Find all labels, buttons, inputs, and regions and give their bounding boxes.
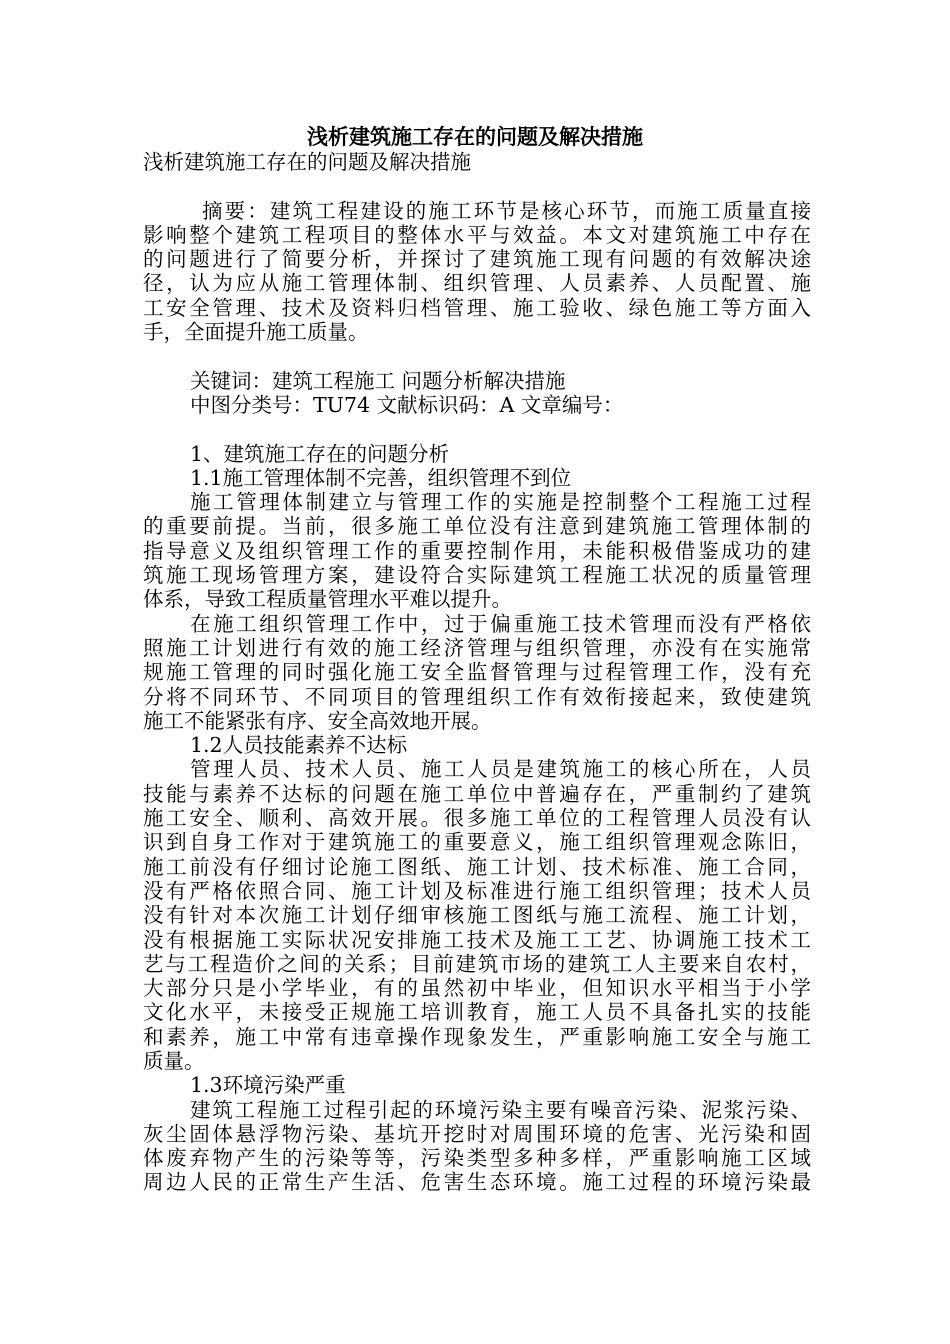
paragraph-line: 筑施工现场管理方案，建设符合实际建筑工程施工状况的质量管理 [143,563,811,588]
paragraph-line: 周边人民的正常生产生活、危害生态环境。施工过程的环境污染最 [143,1170,811,1195]
paragraph-line: 艺与工程造价之间的关系；目前建筑市场的建筑工人主要来自农村， [143,951,811,976]
keywords-line: 关键词：建筑工程施工 问题分析解决措施 [190,368,566,393]
document-body [143,150,811,1195]
paragraph-line: 大部分只是小学毕业，有的虽然初中毕业，但知识水平相当于小学 [143,976,811,1001]
subsection-heading: 1.2人员技能素养不达标 [190,733,408,758]
paragraph-line: 和素养，施工中常有违章操作现象发生，严重影响施工安全与施工 [143,1024,811,1049]
paragraph-line: 灰尘固体悬浮物污染、基坑开挖时对周围环境的危害、光污染和固 [143,1121,811,1146]
paragraph-line: 施工前没有仔细讨论施工图纸、施工计划、技术标准、施工合同， [143,854,811,879]
paragraph-line: 没有针对本次施工计划仔细审核施工图纸与施工流程、施工计划， [143,903,811,928]
paragraph-line: 影响整个建筑工程项目的整体水平与效益。本文对建筑施工中存在 [143,222,811,247]
paragraph-line: 分将不同环节、不同项目的管理组织工作有效衔接起来，致使建筑 [143,684,811,709]
paragraph-line: 径，认为应从施工管理体制、组织管理、人员素养、人员配置、施 [143,271,811,296]
paragraph-line: 的问题进行了简要分析，并探讨了建筑施工现有问题的有效解决途 [143,247,811,272]
document-title: 浅析建筑施工存在的问题及解决措施 [307,124,643,149]
paragraph-line: 在施工组织管理工作中，过于偏重施工技术管理而没有严格依 [190,611,811,636]
paragraph-line: 照施工计划进行有效的施工经济管理与组织管理，亦没有在实施常 [143,635,811,660]
paragraph-line: 没有严格依照合同、施工计划及标准进行施工组织管理；技术人员 [143,878,811,903]
blank-line [143,417,811,441]
abstract-paragraph [143,199,811,345]
section-heading: 1、建筑施工存在的问题分析 [190,441,450,466]
paragraph-line: 施工不能紧张有序、安全高效地开展。 [143,708,492,733]
paragraph-line: 建筑工程施工过程引起的环境污染主要有噪音污染、泥浆污染、 [190,1097,811,1122]
body-paragraph [143,757,811,1073]
document-subtitle: 浅析建筑施工存在的问题及解决措施 [143,150,471,174]
paragraph-line: 体系，导致工程质量管理水平难以提升。 [143,587,512,612]
classification-line: 中图分类号：TU74 文献标识码：A 文章编号： [190,392,624,417]
subsection-heading: 1.3环境污染严重 [190,1073,346,1098]
paragraph-line: 没有根据施工实际状况安排施工技术及施工工艺、协调施工技术工 [143,927,811,952]
paragraph-line: 手，全面提升施工质量。 [143,320,369,345]
body-paragraph [143,1098,811,1195]
paragraph-line: 的重要前提。当前，很多施工单位没有注意到建筑施工管理体制的 [143,514,811,539]
paragraph-line: 管理人员、技术人员、施工人员是建筑施工的核心所在，人员 [190,757,811,782]
paragraph-line: 文化水平，未接受正规施工培训教育，施工人员不具备扎实的技能 [143,1000,811,1025]
paragraph-line: 摘要：建筑工程建设的施工环节是核心环节，而施工质量直接 [202,198,811,223]
paragraph-line: 技能与素养不达标的问题在施工单位中普遍存在，严重制约了建筑 [143,781,811,806]
paragraph-line: 质量。 [143,1048,205,1073]
paragraph-line: 工安全管理、技术及资料归档管理、施工验收、绿色施工等方面入 [143,295,811,320]
paragraph-line: 规施工管理的同时强化施工安全监督管理与过程管理工作，没有充 [143,660,811,685]
paragraph-line: 识到自身工作对于建筑施工的重要意义，施工组织管理观念陈旧， [143,830,811,855]
blank-line [143,174,811,198]
subsection-heading: 1.1施工管理体制不完善，组织管理不到位 [190,465,572,490]
paragraph-line: 体废弃物产生的污染等等，污染类型多种多样，严重影响施工区域 [143,1146,811,1171]
paragraph-line: 指导意义及组织管理工作的重要控制作用，未能积极借鉴成功的建 [143,538,811,563]
paragraph-line: 施工管理体制建立与管理工作的实施是控制整个工程施工过程 [190,490,811,515]
blank-line [143,344,811,368]
body-paragraph [143,490,811,611]
paragraph-line: 施工安全、顺利、高效开展。很多施工单位的工程管理人员没有认 [143,806,811,831]
body-paragraph [143,612,811,733]
